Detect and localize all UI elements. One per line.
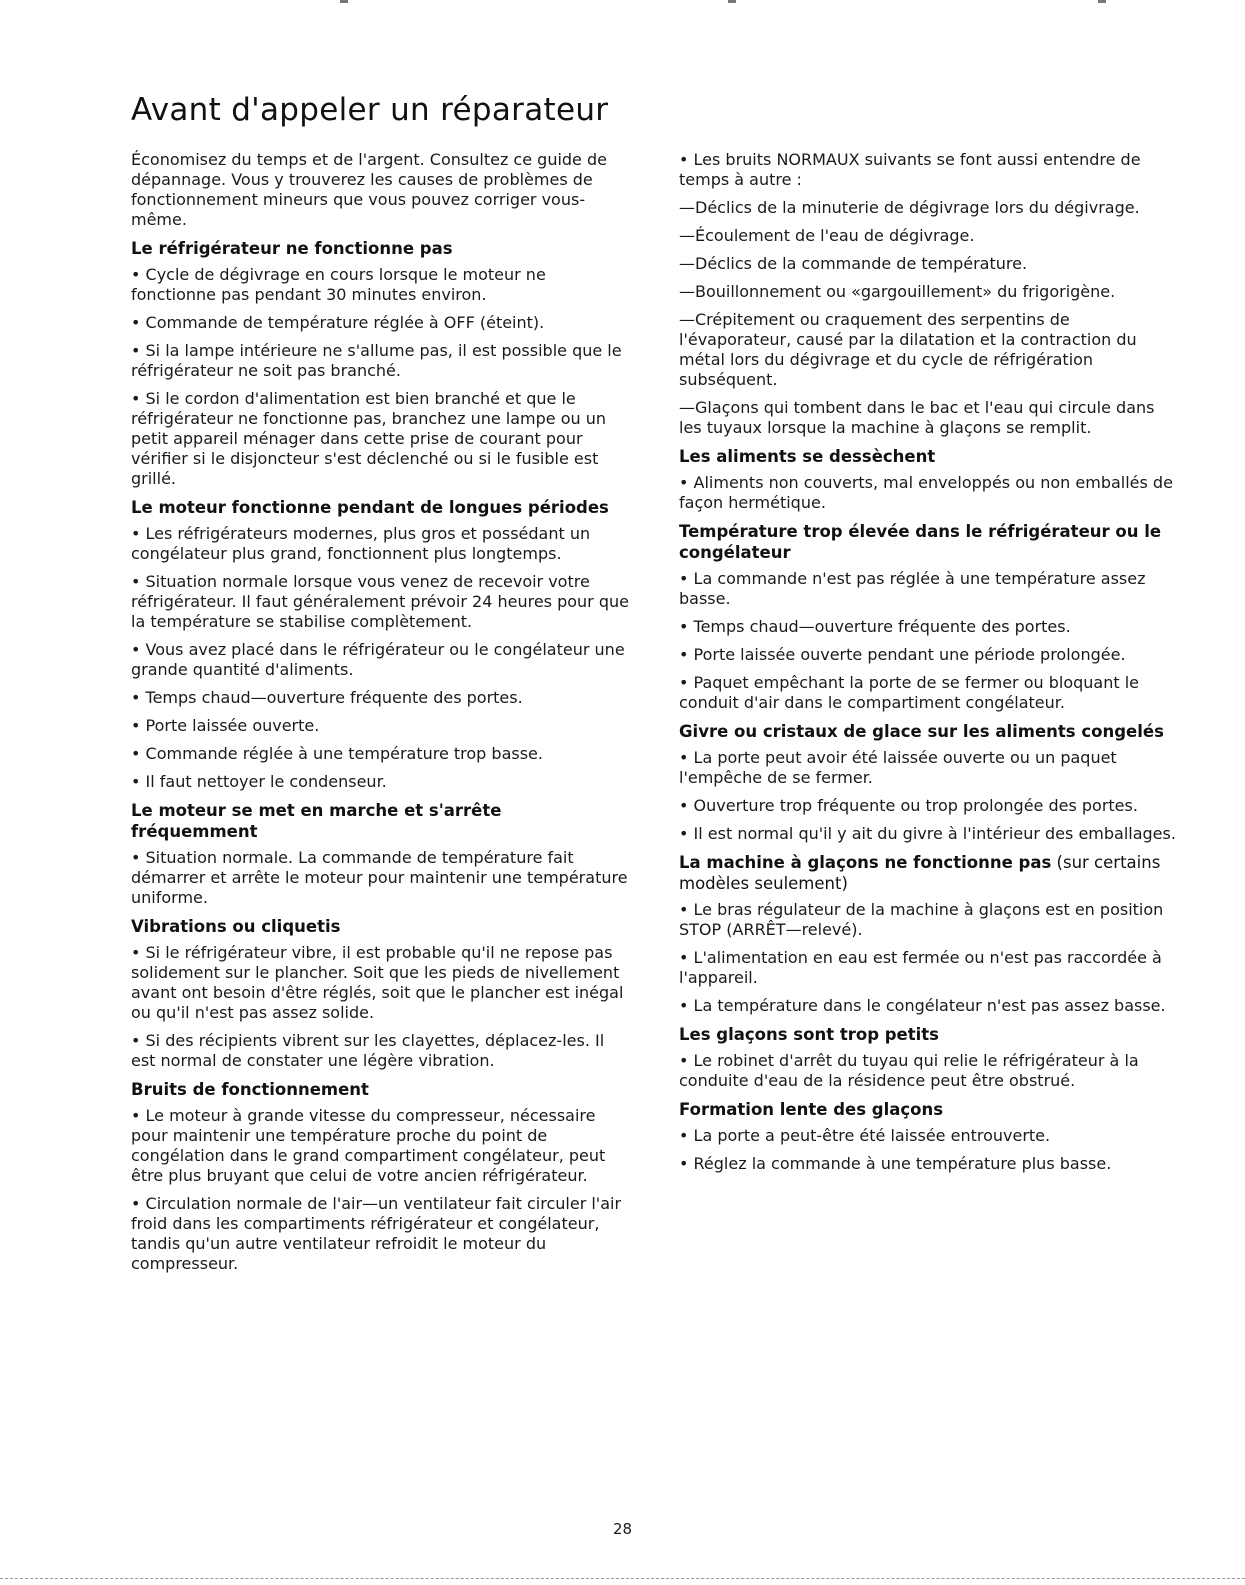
heading-text: Le moteur fonctionne pendant de longues périodes [131,498,609,517]
paragraph-text: • Porte laissée ouverte. [131,716,320,735]
paragraph [679,673,1179,713]
paragraph [131,772,631,792]
paragraph-text: • L'alimentation en eau est fermée ou n'est pas raccordée à l'appareil. [679,948,1162,987]
heading-text: Givre ou cristaux de glace sur les aliments congelés [679,722,1164,741]
paragraph [131,744,631,764]
paragraph [131,688,631,708]
paragraph-text: —Bouillonnement ou «gargouillement» du frigorigène. [679,282,1116,301]
heading-text: Température trop élevée dans le réfrigérateur ou le congélateur [679,522,1162,562]
paragraph-text: • Commande de température réglée à OFF (éteint). [131,313,545,332]
paragraph-text: —Déclics de la minuterie de dégivrage lors du dégivrage. [679,198,1140,217]
section-heading [131,800,631,842]
section-heading [679,852,1179,894]
page-title: Avant d'appeler un réparateur [131,92,609,128]
paragraph-text: • Si la lampe intérieure ne s'allume pas, il est possible que le réfrigérateur ne soit pas branché. [131,341,622,380]
section-heading [679,1024,1179,1045]
paragraph-text: • Si le cordon d'alimentation est bien branché et que le réfrigérateur ne fonctionne pas, branchez une lampe ou un petit appareil ménager dans cette prise de courant pour vérifier si le disjoncteur s'est déclenché ou si le fusible est grillé. [131,389,607,488]
paragraph-text: • Le moteur à grande vitesse du compresseur, nécessaire pour maintenir une température proche du point de congélation dans le grand compartiment congélateur, peut être plus bruyant que celui de votre ancien réfrigérateur. [131,1106,606,1185]
paragraph [131,716,631,736]
paragraph-text: • Paquet empêchant la porte de se fermer ou bloquant le conduit d'air dans le compartiment congélateur. [679,673,1140,712]
paragraph [679,617,1179,637]
paragraph [679,1051,1179,1091]
section-heading [679,1099,1179,1120]
heading-text: Les aliments se dessèchent [679,447,936,466]
heading-note: (sur certains modèles seulement) [679,853,1161,893]
section-heading [131,497,631,518]
heading-text: Le moteur se met en marche et s'arrête fréquemment [131,801,502,841]
paragraph-text: • Situation normale. La commande de température fait démarrer et arrête le moteur pour maintenir une température uniforme. [131,848,628,907]
paragraph [679,150,1179,190]
paragraph [131,524,631,564]
page-number: 28 [612,1520,633,1538]
paragraph [679,948,1179,988]
paragraph-text: —Glaçons qui tombent dans le bac et l'eau qui circule dans les tuyaux lorsque la machine à glaçons se remplit. [679,398,1155,437]
paragraph-text: • Il faut nettoyer le condenseur. [131,772,387,791]
paragraph [131,640,631,680]
paragraph [131,341,631,381]
paragraph [679,398,1179,438]
paragraph-text: • Cycle de dégivrage en cours lorsque le moteur ne fonctionne pas pendant 30 minutes environ. [131,265,546,304]
paragraph [679,310,1179,390]
paragraph [131,943,631,1023]
paragraph [679,473,1179,513]
section-heading [679,721,1179,742]
paragraph [679,824,1179,844]
paragraph-text: • Si des récipients vibrent sur les clayettes, déplacez-les. Il est normal de constater une légère vibration. [131,1031,605,1070]
paragraph-text: • Les réfrigérateurs modernes, plus gros et possédant un congélateur plus grand, fonctionnent plus longtemps. [131,524,591,563]
section-heading [679,521,1179,563]
paragraph-text: • Temps chaud—ouverture fréquente des portes. [679,617,1071,636]
paragraph-text: • Le robinet d'arrêt du tuyau qui relie le réfrigérateur à la conduite d'eau de la résidence peut être obstrué. [679,1051,1139,1090]
paragraph [131,848,631,908]
paragraph [679,569,1179,609]
scan-tick-mark [1098,0,1106,3]
paragraph-text: • La commande n'est pas réglée à une température assez basse. [679,569,1146,608]
paragraph [679,900,1179,940]
paragraph-text: • Réglez la commande à une température plus basse. [679,1154,1112,1173]
left-column [131,150,631,1282]
paragraph [131,389,631,489]
heading-text: Bruits de fonctionnement [131,1080,369,1099]
paragraph-text: • Le bras régulateur de la machine à glaçons est en position STOP (ARRÊT—relevé). [679,900,1164,939]
paragraph [131,313,631,333]
paragraph-text: • Circulation normale de l'air—un ventilateur fait circuler l'air froid dans les compartiments réfrigérateur et congélateur, tandis qu'un autre ventilateur refroidit le moteur du compresseur. [131,1194,622,1273]
paragraph-text: • Vous avez placé dans le réfrigérateur ou le congélateur une grande quantité d'aliments. [131,640,625,679]
paragraph-text: • Commande réglée à une température trop basse. [131,744,543,763]
scan-tick-mark [728,0,736,3]
paragraph [679,645,1179,665]
heading-text: Le réfrigérateur ne fonctionne pas [131,239,453,258]
heading-text: Vibrations ou cliquetis [131,917,341,936]
bottom-border [0,1578,1245,1579]
paragraph-text: Économisez du temps et de l'argent. Consultez ce guide de dépannage. Vous y trouverez les causes de problèmes de fonctionnement mineurs que vous pouvez corriger vous-même. [131,150,607,229]
paragraph-text: —Crépitement ou craquement des serpentins de l'évaporateur, causé par la dilatation et la contraction du métal lors du dégivrage et du cycle de réfrigération subséquent. [679,310,1137,389]
paragraph-text: • Ouverture trop fréquente ou trop prolongée des portes. [679,796,1138,815]
paragraph [131,1106,631,1186]
paragraph-text: • Porte laissée ouverte pendant une période prolongée. [679,645,1126,664]
paragraph [679,748,1179,788]
section-heading [679,446,1179,467]
heading-text: Formation lente des glaçons [679,1100,944,1119]
right-column [679,150,1179,1182]
paragraph-text: —Écoulement de l'eau de dégivrage. [679,226,975,245]
paragraph-text: • La porte peut avoir été laissée ouverte ou un paquet l'empêche de se fermer. [679,748,1117,787]
paragraph [131,150,631,230]
paragraph-text: • Situation normale lorsque vous venez de recevoir votre réfrigérateur. Il faut généralement prévoir 24 heures pour que la température se stabilise complètement. [131,572,629,631]
paragraph-text: • La porte a peut-être été laissée entrouverte. [679,1126,1051,1145]
paragraph-text: • Temps chaud—ouverture fréquente des portes. [131,688,523,707]
paragraph [131,572,631,632]
paragraph [679,198,1179,218]
heading-text: Les glaçons sont trop petits [679,1025,940,1044]
section-heading [131,916,631,937]
paragraph-text: • Aliments non couverts, mal enveloppés ou non emballés de façon hermétique. [679,473,1173,512]
heading-text: La machine à glaçons ne fonctionne pas [679,853,1052,872]
paragraph [679,254,1179,274]
paragraph-text: • La température dans le congélateur n'est pas assez basse. [679,996,1166,1015]
section-heading [131,1079,631,1100]
paragraph-text: • Si le réfrigérateur vibre, il est probable qu'il ne repose pas solidement sur le plancher. Soit que les pieds de nivellement avant ont besoin d'être réglés, soit que le plancher est inégal ou qu'il n'est pas assez solide. [131,943,624,1022]
paragraph [131,1031,631,1071]
paragraph [679,226,1179,246]
paragraph-text: • Les bruits NORMAUX suivants se font aussi entendre de temps à autre : [679,150,1141,189]
paragraph [679,996,1179,1016]
paragraph [679,1154,1179,1174]
paragraph-text: • Il est normal qu'il y ait du givre à l'intérieur des emballages. [679,824,1176,843]
section-heading [131,238,631,259]
paragraph [679,282,1179,302]
paragraph [131,1194,631,1274]
paragraph [131,265,631,305]
paragraph-text: —Déclics de la commande de température. [679,254,1028,273]
scan-tick-mark [340,0,348,3]
paragraph [679,1126,1179,1146]
paragraph [679,796,1179,816]
